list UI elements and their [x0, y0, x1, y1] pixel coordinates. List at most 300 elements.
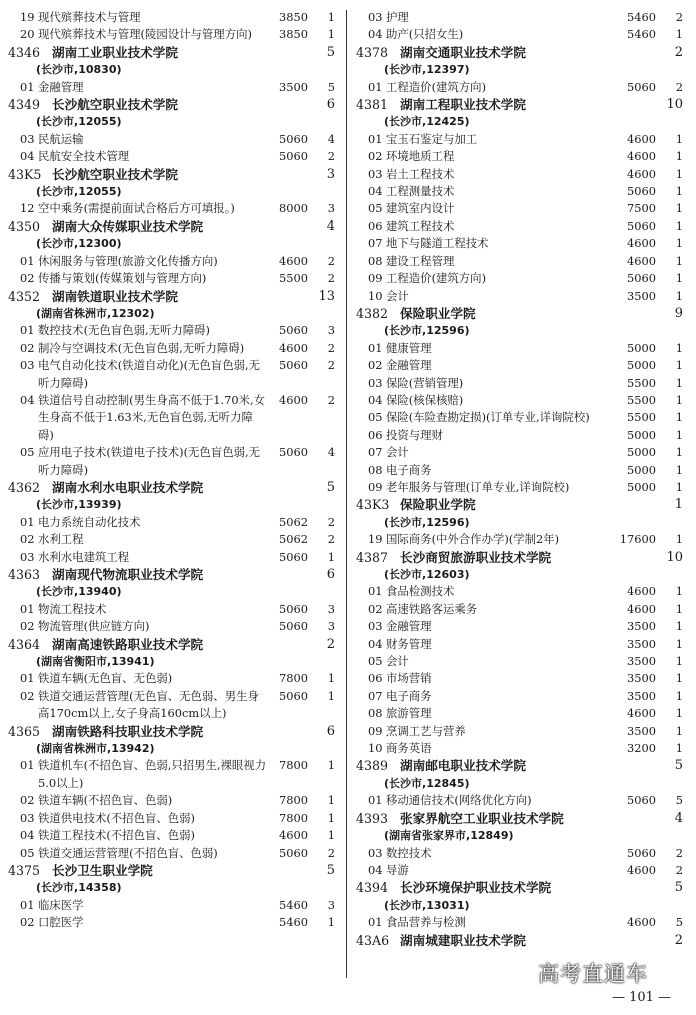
major-enrollment-count: 1 [327, 758, 335, 773]
major-tuition-fee: 5460 [627, 27, 656, 42]
school-name: 湖南大众传媒职业技术学院 [52, 218, 204, 234]
major-enrollment-count: 3 [327, 323, 335, 338]
major-name: 民航安全技术管理 [38, 149, 130, 164]
school-header [356, 305, 686, 322]
major-name: 宝玉石鉴定与加工 [386, 131, 478, 146]
major-code: 04 [368, 184, 383, 199]
school-enrollment-count: 10 [666, 97, 683, 113]
major-tuition-fee: 5460 [627, 10, 656, 24]
major-code: 05 [20, 445, 35, 460]
major-tuition-fee: 5500 [279, 271, 308, 286]
major-tuition-fee: 5062 [279, 532, 308, 547]
major-code: 09 [368, 723, 383, 738]
major-tuition-fee: 5060 [279, 619, 308, 634]
major-enrollment-count: 1 [675, 236, 683, 251]
major-code: 01 [368, 915, 383, 930]
major-enrollment-count: 1 [675, 201, 683, 216]
major-row [356, 235, 686, 252]
major-name: 传播与策划(传媒策划与管理方向) [38, 271, 207, 286]
major-row [356, 131, 686, 148]
major-name: 电力系统自动化技术 [38, 514, 141, 529]
major-enrollment-count: 2 [327, 514, 335, 529]
school-header [8, 166, 338, 183]
major-code: 04 [368, 636, 383, 651]
major-code: 01 [20, 671, 35, 686]
major-tuition-fee: 4600 [279, 340, 308, 355]
major-tuition-fee: 7800 [279, 793, 308, 808]
major-name: 临床医学 [38, 897, 84, 912]
major-name: 铁道车辆(不招色盲、色弱) [38, 793, 173, 808]
major-name: 铁道信号自动控制(男生身高不低于1.70米,女生身高不低于1.63米,无色盲色弱,无听力障碍) [38, 392, 266, 442]
major-tuition-fee: 3500 [627, 671, 656, 686]
major-code: 02 [368, 358, 383, 373]
major-name: 电子商务 [386, 688, 432, 703]
major-tuition-fee: 5060 [279, 149, 308, 164]
school-name: 湖南现代物流职业技术学院 [52, 567, 204, 582]
major-name: 铁道工程技术(不招色盲、色弱) [38, 828, 195, 843]
major-tuition-fee: 8000 [279, 201, 308, 216]
school-code: 4349 [8, 97, 41, 113]
major-code: 01 [20, 758, 35, 773]
school-location: (湖南省株洲市,13942) [36, 742, 155, 756]
major-enrollment-count: 1 [675, 166, 683, 181]
major-code: 10 [368, 288, 383, 303]
school-name: 湖南交通职业技术学院 [400, 44, 526, 60]
major-code: 03 [20, 549, 35, 564]
major-code: 04 [368, 862, 383, 877]
major-enrollment-count: 2 [327, 532, 335, 547]
major-name: 食品检测技术 [386, 584, 455, 599]
major-row [8, 514, 338, 531]
major-row [8, 322, 338, 339]
school-code: 4362 [8, 479, 41, 495]
major-name: 空中乘务(需提前面试合格后方可填报。) [38, 201, 235, 216]
major-code: 06 [368, 427, 383, 442]
school-code: 4393 [356, 810, 389, 826]
major-name: 物流管理(供应链方向) [38, 619, 150, 634]
major-enrollment-count: 3 [327, 601, 335, 616]
school-header [8, 96, 338, 113]
major-name: 会计 [386, 445, 409, 460]
major-tuition-fee: 5460 [279, 897, 308, 912]
major-name: 岩土工程技术 [386, 166, 455, 181]
major-code: 01 [20, 79, 35, 94]
major-name: 建筑室内设计 [386, 201, 455, 216]
school-header [8, 218, 338, 235]
major-enrollment-count: 2 [675, 845, 683, 860]
major-code: 06 [368, 671, 383, 686]
major-enrollment-count: 1 [675, 636, 683, 651]
school-header [356, 44, 686, 61]
major-name: 健康管理 [386, 340, 432, 355]
major-code: 05 [368, 410, 383, 425]
school-code: 4352 [8, 288, 41, 304]
school-location: (长沙市,12845) [384, 776, 470, 790]
major-tuition-fee: 3500 [627, 688, 656, 703]
major-tuition-fee: 4600 [627, 706, 656, 721]
major-row [8, 914, 338, 931]
major-name: 休闲服务与管理(旅游文化传播方向) [38, 253, 218, 268]
major-code: 02 [20, 915, 35, 930]
major-enrollment-count: 1 [675, 184, 683, 199]
school-location: (长沙市,12425) [384, 115, 470, 129]
major-name: 地下与隧道工程技术 [386, 236, 489, 251]
major-enrollment-count: 1 [675, 410, 683, 425]
major-name: 水利水电建筑工程 [38, 549, 130, 564]
school-location: (长沙市,12300) [36, 237, 122, 251]
major-enrollment-count: 1 [675, 654, 683, 669]
major-tuition-fee: 5060 [279, 131, 308, 146]
major-row [356, 166, 686, 183]
major-code: 02 [368, 149, 383, 164]
school-name: 保险职业学院 [400, 497, 476, 513]
school-code: 4378 [356, 44, 389, 60]
major-enrollment-count: 5 [675, 915, 683, 930]
school-header [8, 479, 338, 496]
major-row [8, 688, 338, 723]
major-row [8, 618, 338, 635]
major-row [8, 810, 338, 827]
major-enrollment-count: 1 [327, 688, 335, 703]
school-enrollment-count: 6 [326, 723, 335, 739]
major-enrollment-count: 1 [327, 10, 335, 24]
major-code: 02 [20, 688, 35, 703]
major-code: 01 [20, 323, 35, 338]
major-tuition-fee: 5460 [279, 915, 308, 930]
major-enrollment-count: 1 [675, 532, 683, 547]
major-tuition-fee: 5060 [627, 793, 656, 808]
major-name: 会计 [386, 654, 409, 669]
school-code: 4365 [8, 723, 41, 739]
major-code: 03 [368, 845, 383, 860]
major-name: 国际商务(中外合作办学)(学制2年) [386, 532, 560, 547]
major-row [8, 9, 338, 26]
school-code: 43K5 [8, 166, 42, 182]
major-name: 市场营销 [386, 671, 432, 686]
major-row [8, 392, 338, 444]
major-row [356, 340, 686, 357]
major-enrollment-count: 1 [327, 915, 335, 930]
school-header [356, 879, 686, 896]
major-enrollment-count: 1 [327, 828, 335, 843]
major-row [356, 26, 686, 43]
major-tuition-fee: 5500 [627, 392, 656, 407]
major-enrollment-count: 2 [327, 271, 335, 286]
school-enrollment-count: 2 [674, 44, 683, 60]
major-row [356, 583, 686, 600]
major-tuition-fee: 5500 [627, 410, 656, 425]
major-code: 01 [368, 340, 383, 355]
school-location: (长沙市,12055) [36, 115, 122, 129]
major-enrollment-count: 1 [675, 741, 683, 756]
major-tuition-fee: 3500 [627, 654, 656, 669]
major-row [356, 740, 686, 757]
major-enrollment-count: 2 [327, 253, 335, 268]
major-enrollment-count: 1 [675, 131, 683, 146]
major-code: 02 [20, 619, 35, 634]
school-enrollment-count: 3 [326, 166, 335, 182]
major-name: 建筑工程技术 [386, 218, 455, 233]
major-code: 02 [368, 601, 383, 616]
school-header [356, 932, 686, 949]
major-enrollment-count: 1 [675, 218, 683, 233]
major-code: 19 [20, 10, 35, 24]
school-enrollment-count: 10 [666, 549, 683, 565]
major-tuition-fee: 5060 [627, 79, 656, 94]
school-header [8, 723, 338, 740]
major-row [356, 531, 686, 548]
major-tuition-fee: 5500 [627, 375, 656, 390]
major-row [356, 288, 686, 305]
school-code: 4363 [8, 567, 41, 582]
major-row [356, 670, 686, 687]
major-code: 06 [368, 218, 383, 233]
major-tuition-fee: 5060 [279, 845, 308, 860]
major-tuition-fee: 5060 [627, 271, 656, 286]
school-enrollment-count: 6 [326, 97, 335, 113]
major-code: 05 [368, 654, 383, 669]
school-code: 4364 [8, 636, 41, 652]
major-row [356, 183, 686, 200]
school-location: (长沙市,13031) [384, 898, 470, 912]
major-tuition-fee: 3200 [627, 741, 656, 756]
major-name: 铁道车辆(无色盲、无色弱) [38, 671, 173, 686]
major-enrollment-count: 2 [675, 862, 683, 877]
school-location: (湖南省张家界市,12849) [384, 829, 514, 843]
major-row [8, 601, 338, 618]
major-name: 工程造价(建筑方向) [386, 79, 487, 94]
major-enrollment-count: 1 [675, 723, 683, 738]
major-enrollment-count: 1 [675, 706, 683, 721]
major-tuition-fee: 5000 [627, 427, 656, 442]
major-row [8, 792, 338, 809]
school-code: 4389 [356, 758, 389, 774]
major-row [8, 148, 338, 165]
major-tuition-fee: 4600 [627, 166, 656, 181]
major-code: 08 [368, 253, 383, 268]
school-enrollment-count: 1 [674, 497, 683, 513]
major-row [356, 148, 686, 165]
major-tuition-fee: 4600 [627, 862, 656, 877]
major-enrollment-count: 1 [327, 27, 335, 42]
major-enrollment-count: 2 [675, 10, 683, 24]
major-code: 08 [368, 462, 383, 477]
right-column [356, 9, 686, 949]
major-name: 护理 [386, 10, 409, 24]
school-enrollment-count: 2 [326, 636, 335, 652]
major-tuition-fee: 5060 [279, 323, 308, 338]
school-name: 保险职业学院 [400, 305, 476, 321]
major-tuition-fee: 5060 [279, 601, 308, 616]
major-row [356, 688, 686, 705]
major-code: 04 [20, 149, 35, 164]
left-column [8, 9, 338, 932]
major-row [356, 9, 686, 26]
major-tuition-fee: 3500 [627, 723, 656, 738]
major-name: 旅游管理 [386, 706, 432, 721]
major-row [356, 375, 686, 392]
major-name: 建设工程管理 [386, 253, 455, 268]
major-name: 金融管理 [386, 358, 432, 373]
school-location: (湖南省衡阳市,13941) [36, 655, 155, 669]
major-tuition-fee: 4600 [627, 149, 656, 164]
school-header [356, 496, 686, 513]
major-code: 03 [368, 10, 383, 24]
major-tuition-fee: 3850 [279, 27, 308, 42]
major-enrollment-count: 5 [327, 79, 335, 94]
major-name: 电气自动化技术(铁道自动化)(无色盲色弱,无听力障碍) [38, 358, 260, 390]
major-name: 烹调工艺与营养 [386, 723, 466, 738]
major-code: 09 [368, 479, 383, 494]
major-code: 04 [20, 828, 35, 843]
school-enrollment-count: 5 [326, 862, 335, 878]
major-row [356, 270, 686, 287]
major-code: 03 [368, 166, 383, 181]
major-name: 铁道机车(不招色盲、色弱,只招男生,裸眼视力5.0以上) [38, 758, 267, 790]
major-tuition-fee: 4600 [627, 253, 656, 268]
school-header [8, 862, 338, 879]
major-name: 数控技术 [386, 845, 432, 860]
major-name: 口腔医学 [38, 915, 84, 930]
major-enrollment-count: 1 [675, 445, 683, 460]
major-row [356, 845, 686, 862]
major-enrollment-count: 1 [675, 288, 683, 303]
major-name: 环境地质工程 [386, 149, 455, 164]
major-row [356, 792, 686, 809]
major-row [356, 705, 686, 722]
major-enrollment-count: 1 [675, 619, 683, 634]
major-name: 金融管理 [386, 619, 432, 634]
major-tuition-fee: 5060 [627, 184, 656, 199]
major-enrollment-count: 2 [327, 358, 335, 373]
school-name: 湖南铁路科技职业技术学院 [52, 723, 204, 739]
school-location: (长沙市,12397) [384, 63, 470, 77]
major-tuition-fee: 4600 [627, 915, 656, 930]
major-code: 01 [368, 584, 383, 599]
major-tuition-fee: 17600 [619, 532, 656, 547]
major-code: 03 [368, 619, 383, 634]
major-code: 07 [368, 236, 383, 251]
major-row [356, 444, 686, 461]
major-code: 01 [20, 514, 35, 529]
school-name: 湖南高速铁路职业技术学院 [52, 636, 204, 652]
school-enrollment-count: 5 [674, 758, 683, 774]
major-code: 01 [368, 131, 383, 146]
school-name: 长沙航空职业技术学院 [52, 97, 178, 113]
major-code: 01 [368, 793, 383, 808]
major-row [8, 79, 338, 96]
major-tuition-fee: 5060 [627, 218, 656, 233]
major-name: 保险(车险查勘定损)(订单专业,详询院校) [386, 410, 590, 425]
major-tuition-fee: 3500 [627, 619, 656, 634]
major-name: 保险(核保核赔) [386, 392, 464, 407]
major-row [8, 200, 338, 217]
major-tuition-fee: 5060 [279, 549, 308, 564]
major-row [356, 862, 686, 879]
school-code: 4387 [356, 549, 389, 565]
major-name: 应用电子技术(铁道电子技术)(无色盲色弱,无听力障碍) [38, 445, 260, 477]
major-code: 09 [368, 271, 383, 286]
major-tuition-fee: 3500 [627, 288, 656, 303]
major-name: 高速铁路客运乘务 [386, 601, 478, 616]
major-name: 电子商务 [386, 462, 432, 477]
major-code: 02 [20, 793, 35, 808]
major-row [356, 723, 686, 740]
major-enrollment-count: 1 [675, 149, 683, 164]
major-row [8, 549, 338, 566]
school-code: 4382 [356, 305, 389, 321]
major-code: 04 [368, 27, 383, 42]
major-row [356, 200, 686, 217]
school-location: (长沙市,13939) [36, 498, 122, 512]
major-name: 水利工程 [38, 532, 84, 547]
major-code: 01 [368, 79, 383, 94]
major-enrollment-count: 1 [675, 358, 683, 373]
major-tuition-fee: 5060 [279, 445, 308, 460]
major-code: 01 [20, 897, 35, 912]
major-tuition-fee: 3850 [279, 10, 308, 24]
school-name: 湖南工业职业技术学院 [52, 44, 178, 60]
school-name: 湖南工程职业技术学院 [400, 97, 526, 113]
major-name: 导游 [386, 862, 409, 877]
school-name: 湖南铁道职业技术学院 [52, 288, 178, 304]
major-row [8, 26, 338, 43]
major-tuition-fee: 3500 [279, 79, 308, 94]
major-code: 12 [20, 201, 35, 216]
school-name: 长沙航空职业技术学院 [52, 166, 178, 182]
school-code: 43A6 [356, 932, 390, 948]
major-tuition-fee: 4600 [279, 828, 308, 843]
major-enrollment-count: 1 [327, 793, 335, 808]
major-tuition-fee: 7500 [627, 201, 656, 216]
major-enrollment-count: 3 [327, 201, 335, 216]
school-header [8, 566, 338, 583]
major-tuition-fee: 7800 [279, 671, 308, 686]
major-row [8, 827, 338, 844]
school-location: (长沙市,12603) [384, 568, 470, 581]
major-code: 08 [368, 706, 383, 721]
school-code: 43K3 [356, 497, 390, 513]
major-row [356, 601, 686, 618]
major-tuition-fee: 3500 [627, 636, 656, 651]
major-code: 03 [20, 810, 35, 825]
major-row [8, 340, 338, 357]
major-enrollment-count: 3 [327, 897, 335, 912]
major-name: 制冷与空调技术(无色盲色弱,无听力障碍) [38, 340, 245, 355]
major-tuition-fee: 5000 [627, 462, 656, 477]
school-code: 4394 [356, 880, 389, 896]
major-enrollment-count: 3 [327, 619, 335, 634]
major-tuition-fee: 5000 [627, 340, 656, 355]
major-code: 19 [368, 532, 383, 547]
major-name: 商务英语 [386, 741, 432, 756]
page-number: — 101 — [612, 990, 672, 1005]
school-header [356, 549, 686, 566]
school-code: 4381 [356, 97, 389, 113]
major-name: 现代殡葬技术与管理(陵园设计与管理方向) [38, 27, 252, 42]
major-row [8, 444, 338, 479]
major-row [356, 218, 686, 235]
major-enrollment-count: 2 [327, 149, 335, 164]
school-header [356, 96, 686, 113]
school-header [8, 636, 338, 653]
major-tuition-fee: 4600 [627, 131, 656, 146]
major-name: 保险(营销管理) [386, 375, 464, 390]
major-row [8, 531, 338, 548]
school-code: 4346 [8, 44, 41, 60]
major-name: 铁道供电技术(不招色盲、色弱) [38, 810, 195, 825]
school-enrollment-count: 5 [674, 880, 683, 896]
